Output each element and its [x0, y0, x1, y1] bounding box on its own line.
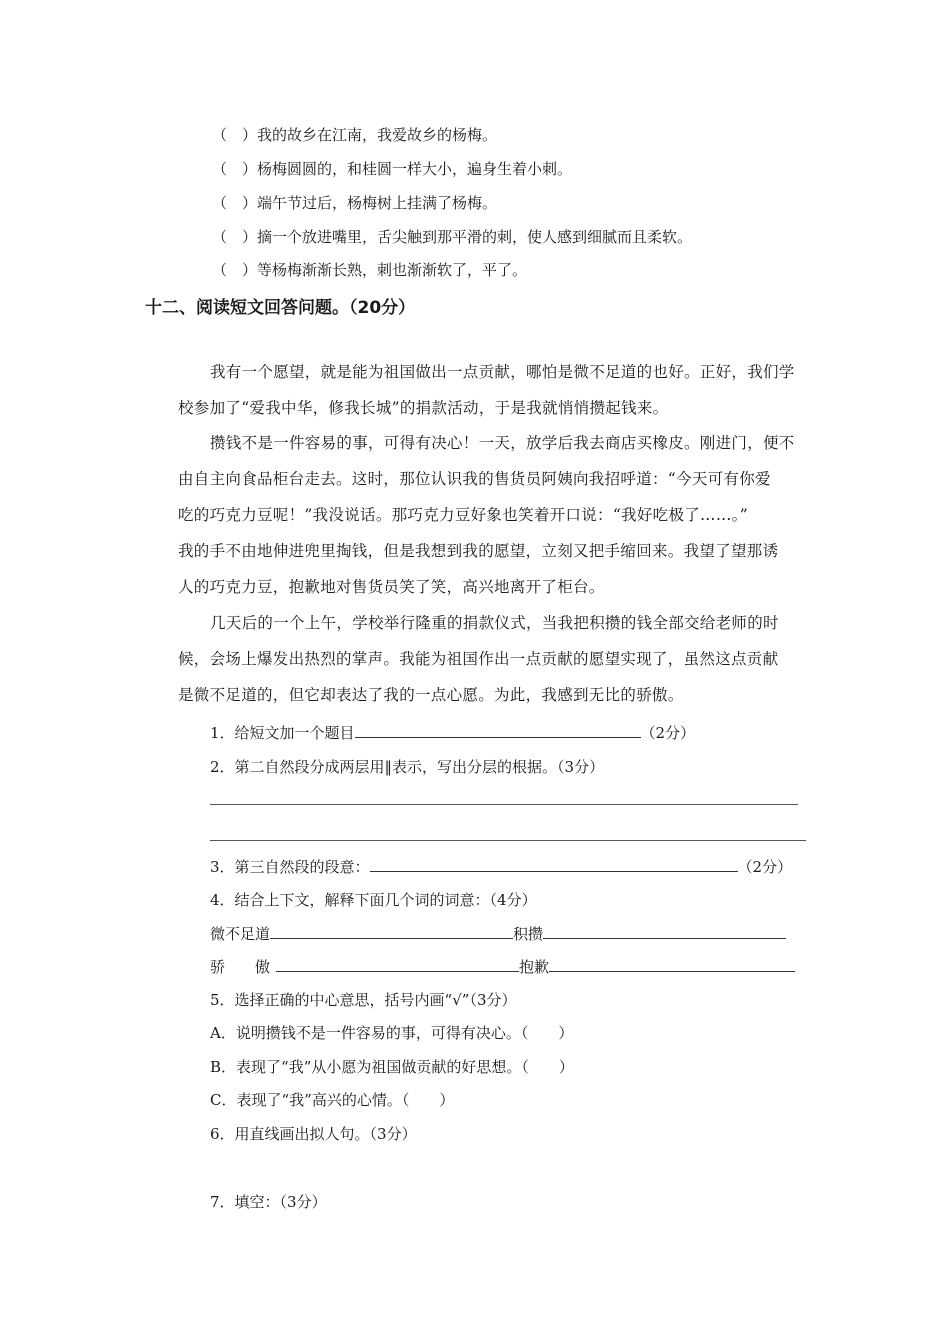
question-2: 2．第二自然段分成两层用‖表示，写出分层的根据。（3分） [210, 758, 605, 776]
passage-line-1: 我有一个愿望，就是能为祖国做出一点贡献，哪怕是微不足道的也好。正好，我们学 [210, 363, 795, 381]
order-item-4: （ ）摘一个放进嘴里，舌尖触到那平滑的刺，使人感到细腻而且柔软。 [212, 228, 693, 246]
passage-line-7: 人的巧克力豆，抱歉地对售货员笑了笑，高兴地离开了柜台。 [178, 578, 605, 596]
word-blank-4[interactable] [549, 957, 795, 972]
order-item-1: （ ）我的故乡在江南，我爱故乡的杨梅。 [212, 126, 498, 144]
passage-line-4: 由自主向食品柜台走去。这时，那位认识我的售货员阿姨向我招呼道：“今天可有你爱 [178, 470, 771, 488]
title-answer-blank[interactable] [355, 723, 641, 738]
answer-line-2[interactable] [210, 840, 806, 841]
order-item-3: （ ）端午节过后，杨梅树上挂满了杨梅。 [212, 194, 498, 212]
word-blank-2[interactable] [543, 924, 786, 939]
word-row-1 [210, 924, 786, 944]
order-item-2: （ ）杨梅圆圆的，和桂圆一样大小，遍身生着小刺。 [212, 160, 573, 178]
passage-line-3: 攒钱不是一件容易的事，可得有决心！一天，放学后我去商店买橡皮。刚进门，便不 [210, 434, 795, 452]
option-a[interactable]: A．说明攒钱不是一件容易的事，可得有决心。（ ） [210, 1024, 574, 1042]
word-blank-3[interactable] [276, 957, 519, 972]
question-3 [210, 857, 792, 877]
question-7: 7．填空：（3分） [210, 1193, 327, 1211]
word-label-4: 抱歉 [519, 958, 550, 976]
question-6: 6．用直线画出拟人句。（3分） [210, 1125, 417, 1143]
word-label-3: 骄 傲 [210, 958, 271, 976]
word-label-2: 积攒 [513, 925, 544, 943]
option-b[interactable]: B．表现了“我”从小愿为祖国做贡献的好思想。（ ） [210, 1058, 574, 1076]
passage-line-6: 我的手不由地伸进兜里掏钱，但是我想到我的愿望，立刻又把手缩回来。我望了望那诱 [178, 542, 779, 560]
passage-line-2: 校参加了“爱我中华，修我长城”的捐款活动，于是我就悄悄攒起钱来。 [178, 399, 669, 417]
question-1-text: 1．给短文加一个题目 [210, 724, 355, 742]
question-3-text: 3．第三自然段的段意： [210, 858, 370, 876]
paragraph-summary-blank[interactable] [370, 857, 738, 872]
question-4: 4．结合上下文，解释下面几个词的词意：（4分） [210, 891, 537, 909]
passage-line-9: 候，会场上爆发出热烈的掌声。我能为祖国作出一点贡献的愿望实现了，虽然这点贡献 [178, 650, 779, 668]
question-3-points: （2分） [737, 858, 793, 876]
passage-line-5: 吃的巧克力豆呢！”我没说话。那巧克力豆好象也笑着开口说：“我好吃极了……。” [178, 506, 748, 524]
passage-line-8: 几天后的一个上午，学校举行隆重的捐款仪式，当我把积攒的钱全部交给老师的时 [210, 614, 779, 632]
question-1-points: （2分） [640, 724, 696, 742]
option-c[interactable]: C．表现了“我”高兴的心情。（ ） [210, 1091, 455, 1109]
passage-line-10: 是微不足道的，但它却表达了我的一点心愿。为此，我感到无比的骄傲。 [178, 686, 684, 704]
section-title: 十二、阅读短文回答问题。（20分） [145, 298, 416, 318]
answer-line-1[interactable] [210, 804, 798, 805]
word-blank-1[interactable] [270, 924, 513, 939]
word-label-1: 微不足道 [210, 925, 271, 943]
question-5: 5．选择正确的中心意思，括号内画“√”（3分） [210, 991, 517, 1009]
word-row-2 [210, 957, 795, 977]
question-1 [210, 723, 695, 743]
order-item-5: （ ）等杨梅渐渐长熟，刺也渐渐软了，平了。 [212, 261, 528, 279]
